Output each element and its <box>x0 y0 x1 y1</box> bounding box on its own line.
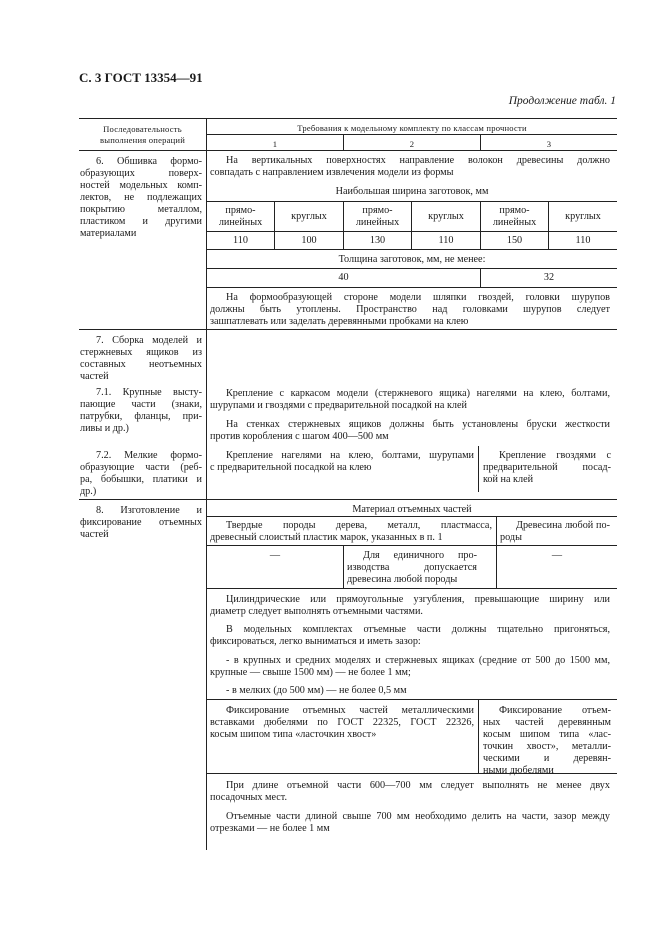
class-3-label: 3 <box>546 139 552 149</box>
text-line: роды <box>500 532 522 543</box>
row6-label-line: покрытию металлом, <box>80 204 202 215</box>
width-value: 110 <box>575 235 591 246</box>
text-line: ными дюбелями <box>483 765 554 776</box>
table-top-rule <box>79 118 617 119</box>
subhead-straight-1: прямо- линейных <box>218 205 263 228</box>
text-line: должны быть утоплены. Пространство над головками шурупов следует <box>210 304 610 315</box>
text-line: древесина любой породы <box>347 574 458 585</box>
material-sub-divider <box>343 545 344 588</box>
text-line: ных частей деревянным <box>483 717 611 728</box>
text-line: крупные — свыше 1500 мм) — не более 1 мм; <box>210 667 411 678</box>
max-width-title: Наибольшая ширина заготовок, мм <box>335 186 489 197</box>
material-bottom-rule <box>207 588 617 589</box>
text-line: ческими и деревян- <box>483 753 611 764</box>
text-line: вставками дюбелями по ГОСТ 22325, ГОСТ 22326, <box>210 717 474 728</box>
row7-1-label-line: ливы и др.) <box>80 423 129 434</box>
col-group-header: Требования к модельному комплекту по классам прочности <box>297 123 527 133</box>
row7-2-label-line: ра, бобышки, платики и <box>80 474 202 485</box>
text-line: посадочных мест. <box>210 792 288 803</box>
text-line: точкин хвост», металли- <box>483 741 611 752</box>
subhead-round-2: круглых <box>428 211 464 222</box>
row6-label-line: ностей модельных комп- <box>80 180 202 191</box>
text-line: против коробления с шагом 400—500 мм <box>210 431 389 442</box>
row6-label-line: лектов, не подлежащих <box>80 192 202 203</box>
text-line: косым шипом типа «лас- <box>483 729 611 740</box>
length-note <box>210 780 610 804</box>
fixing-divider <box>478 699 479 773</box>
class-2-label: 2 <box>409 139 415 149</box>
text-line: Фиксирование отъем- <box>499 705 611 716</box>
row6-label-line: образующих поверх- <box>80 168 202 179</box>
row7-2-label-line: 7.2. Мелкие формо- <box>96 450 202 461</box>
fitting-note <box>210 624 610 648</box>
row7-bottom-rule <box>79 499 617 500</box>
text-line: - в крупных и средних моделях и стержневых ящиках (средние от 500 до 1500 мм, <box>226 655 610 666</box>
text-line: зашпатлевать или заделать деревянными пробками на клею <box>210 316 469 327</box>
row7-1-label <box>80 387 202 435</box>
header-bottom-rule <box>79 150 617 151</box>
row6-label-line: пластиком и другими <box>80 216 202 227</box>
subhead-round-1: круглых <box>291 211 327 222</box>
width-value: 130 <box>369 235 386 246</box>
row7-label-line: составных неотъемных <box>80 359 202 370</box>
text-line: Фиксирование отъемных частей металлическими <box>226 705 474 716</box>
thickness-mid-rule <box>207 268 617 269</box>
fixing-top-rule <box>207 699 617 700</box>
fixing-left-text <box>210 705 474 741</box>
subhead-bottom-rule <box>207 231 617 232</box>
row7-2-divider <box>478 446 479 492</box>
row6-wood-direction <box>210 155 610 179</box>
thickness-bottom-rule <box>207 287 617 288</box>
row7-2-label <box>80 450 202 498</box>
text-line: Древесина любой по- <box>516 520 610 531</box>
row7-label-line: частей <box>80 371 109 382</box>
col1-header-line: выполнения операций <box>99 135 186 145</box>
text-line: изводства допускается <box>347 562 477 573</box>
row7-label-line: 7. Сборка моделей и <box>96 335 202 346</box>
text-line: кой на клей <box>483 474 534 485</box>
row6-label-line: материалами <box>80 228 137 239</box>
gap-large-note <box>210 655 610 679</box>
thickness-title: Толщина заготовок, мм, не менее: <box>338 254 486 265</box>
row7-1-label-line: 7.1. Крупные высту- <box>96 387 202 398</box>
col1-header <box>80 124 205 146</box>
material-dash-left: — <box>269 550 281 561</box>
row8-label-line: фиксирование отъемных <box>80 517 202 528</box>
subhead-top-rule <box>207 201 617 202</box>
thickness-value-3: 32 <box>543 272 555 283</box>
thickness-value-1-2: 40 <box>338 272 349 283</box>
row6-label-line: 6. Обшивка формо- <box>96 156 202 167</box>
material-title-rule <box>207 516 617 517</box>
width-value: 100 <box>301 235 317 246</box>
width-value: 110 <box>438 235 454 246</box>
text-line: шурупами и гвоздями с предварительной посадкой на клей <box>210 400 467 411</box>
row8-label <box>80 505 202 541</box>
row7-2-label-line: др.) <box>80 486 97 497</box>
row8-label-line: 8. Изготовление и <box>96 505 202 516</box>
row8-label-line: частей <box>80 529 109 540</box>
material-title: Материал отъемных частей <box>352 504 472 515</box>
text-line: древесный слоистый пластик марок, указанных в п. 1 <box>210 532 443 543</box>
row7-label <box>80 335 202 383</box>
row7-1-text1 <box>210 388 610 412</box>
single-production-text <box>347 550 477 586</box>
subhead-straight-3: прямо- линейных <box>492 205 537 228</box>
text-line: Цилиндрические или прямоугольные узгубления, превышающие ширину или <box>226 594 610 605</box>
text-line: косым шипом типа «ласточкин хвост» <box>210 729 377 740</box>
continuation-label: Продолжение табл. 1 <box>508 95 616 107</box>
subhead-straight-2: прямо- линейных <box>355 205 400 228</box>
text-line: фиксироваться, легко выниматься и иметь зазор: <box>210 636 421 647</box>
width-value: 150 <box>506 235 523 246</box>
fixing-right-text <box>483 705 611 777</box>
row7-2-right-text <box>483 450 611 486</box>
text-line: Крепление с каркасом модели (стержневого ящика) нагелями на клею, болтами, <box>226 388 610 399</box>
row6-nails-note <box>210 292 610 328</box>
cylindrical-note <box>210 594 610 618</box>
row6-label <box>80 156 202 240</box>
text-line: На стенках стержневых ящиков должны быть установлены бруски жесткости <box>226 419 610 430</box>
text-line: На формообразующей стороне модели шляпки гвоздей, головки шурупов <box>226 292 610 303</box>
row7-label-line: стержневых ящиков из <box>80 347 202 358</box>
col1-header-line: Последовательность <box>103 124 182 134</box>
material-right-text <box>500 520 610 544</box>
row7-1-label-line: пающие части (знаки, <box>80 399 202 410</box>
text-line: диаметр следует выполнять отъемными частями. <box>210 606 423 617</box>
split-note <box>210 811 610 835</box>
text-line: совпадать с направлением извлечения модели из формы <box>210 167 454 178</box>
material-left-text <box>210 520 492 544</box>
text-line: Крепление нагелями на клею, болтами, шурупами <box>226 450 474 461</box>
gap-small-note: - в мелких (до 500 мм) — не более 0,5 мм <box>226 685 407 696</box>
class-1-label: 1 <box>272 139 278 149</box>
fixing-bottom-rule <box>207 773 617 774</box>
text-line: На вертикальных поверхностях направление волокон древесины должно <box>226 155 610 166</box>
page-header: С. 3 ГОСТ 13354—91 <box>79 70 203 85</box>
subhead-round-3: круглых <box>565 211 601 222</box>
text-line: Крепление гвоздями с <box>499 450 611 461</box>
row7-2-left-text <box>210 450 474 474</box>
text-line: Отъемные части длиной свыше 700 мм необходимо делить на части, зазор между <box>226 811 610 822</box>
text-line: Твердые породы дерева, металл, пластмасса, <box>226 520 492 531</box>
text-line: При длине отъемной части 600—700 мм следует выполнять не менее двух <box>226 780 610 791</box>
text-line: Для единичного про- <box>363 550 477 561</box>
row7-1-label-line: патрубки, фланцы, при- <box>80 411 202 422</box>
header-mid-rule <box>207 134 617 135</box>
widths-bottom-rule <box>207 249 617 250</box>
row7-1-text2 <box>210 419 610 443</box>
row7-2-label-line: образующие части (реб- <box>80 462 202 473</box>
text-line: отрезками — не более 1 мм <box>210 823 330 834</box>
text-line: предварительной посад- <box>483 462 611 473</box>
material-sub-rule <box>207 545 617 546</box>
text-line: В модельных комплектах отъемные части должны тщательно пригоняться, <box>226 624 610 635</box>
width-value: 110 <box>233 235 248 246</box>
row6-bottom-rule <box>79 329 617 330</box>
text-line: с предварительной посадкой на клею <box>210 462 372 473</box>
material-dash-right: — <box>551 550 563 561</box>
